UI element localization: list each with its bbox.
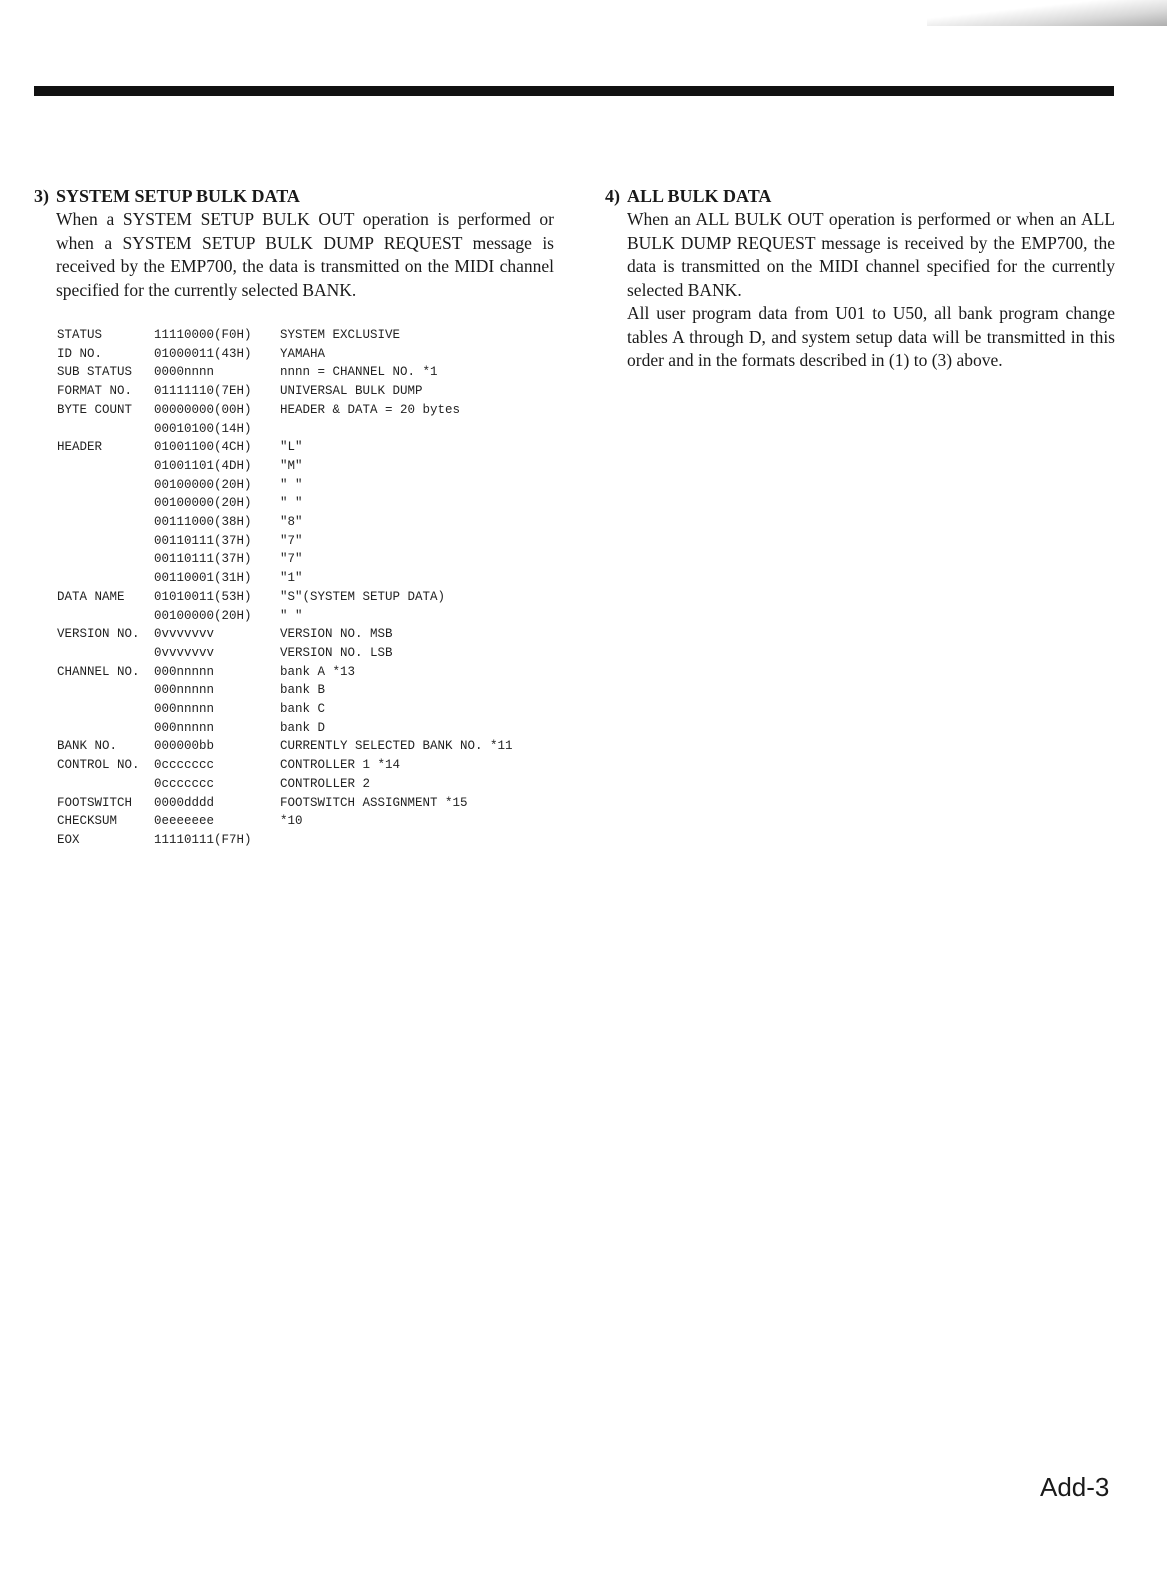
row-description: " "	[280, 608, 303, 623]
table-row	[57, 644, 580, 663]
row-field-name: CONTROL NO.	[57, 758, 140, 773]
table-row	[57, 401, 580, 420]
row-description: nnnn = CHANNEL NO. *1	[280, 365, 438, 380]
row-field-name: CHECKSUM	[57, 814, 118, 829]
row-description: VERSION NO. MSB	[280, 627, 393, 642]
section-all-bulk-data	[605, 184, 1115, 373]
row-value: 01111110(7EH)	[154, 384, 252, 399]
row-value: 000nnnnn	[154, 702, 215, 717]
row-field-name	[57, 607, 154, 626]
row-field-name	[57, 513, 154, 532]
row-description: " "	[280, 477, 303, 492]
table-row	[57, 794, 580, 813]
row-field-name: STATUS	[57, 328, 103, 342]
row-value: 0ccccccc	[154, 776, 215, 791]
row-description: FOOTSWITCH ASSIGNMENT *15	[280, 795, 468, 810]
table-row	[57, 607, 580, 626]
top-rule	[34, 86, 1114, 96]
table-row	[57, 681, 580, 700]
row-value: 000nnnnn	[154, 664, 215, 679]
row-value: 11110000(F0H)	[154, 328, 252, 342]
table-row	[57, 831, 580, 850]
row-description: SYSTEM EXCLUSIVE	[280, 328, 401, 342]
row-description: "M"	[280, 458, 303, 473]
row-value: 000000bb	[154, 739, 215, 754]
row-description: CONTROLLER 1 *14	[280, 758, 401, 773]
table-row	[57, 363, 580, 382]
row-description: "1"	[280, 571, 303, 586]
table-row	[57, 737, 580, 756]
row-field-name	[57, 532, 154, 551]
row-field-name: HEADER	[57, 440, 103, 455]
table-row	[57, 532, 580, 551]
row-value: 00110111(37H)	[154, 533, 252, 548]
row-description	[280, 831, 580, 850]
row-description: bank B	[280, 683, 326, 698]
row-value: 0000nnnn	[154, 365, 215, 380]
row-field-name: FOOTSWITCH	[57, 795, 133, 810]
row-value: 000nnnnn	[154, 720, 215, 735]
table-row	[57, 438, 580, 457]
table-row	[57, 756, 580, 775]
section-title: ALL BULK DATA	[627, 186, 772, 206]
row-field-name	[57, 420, 154, 439]
table-row	[57, 382, 580, 401]
row-description: VERSION NO. LSB	[280, 645, 393, 660]
row-description: "L"	[280, 440, 303, 455]
row-field-name: BANK NO.	[57, 739, 118, 754]
row-value: 00100000(20H)	[154, 477, 252, 492]
row-field-name	[57, 719, 154, 738]
row-description: "7"	[280, 533, 303, 548]
table-row	[57, 812, 580, 831]
row-field-name	[57, 476, 154, 495]
row-value: 01001101(4DH)	[154, 458, 252, 473]
section-number: 4)	[605, 186, 620, 206]
table-row	[57, 326, 580, 345]
row-description: *10	[280, 814, 303, 829]
row-field-name: EOX	[57, 832, 80, 847]
table-body	[57, 326, 580, 850]
row-value: 01010011(53H)	[154, 589, 252, 604]
row-description: bank D	[280, 720, 326, 735]
row-value: 11110111(F7H)	[154, 832, 252, 847]
row-value: 01000011(43H)	[154, 346, 252, 361]
row-field-name	[57, 681, 154, 700]
row-field-name	[57, 569, 154, 588]
row-description: CONTROLLER 2	[280, 776, 371, 791]
row-value: 00000000(00H)	[154, 402, 252, 417]
row-description: bank A *13	[280, 664, 356, 679]
row-description: "7"	[280, 552, 303, 567]
row-field-name	[57, 775, 154, 794]
table-row	[57, 420, 580, 439]
row-field-name: ID NO.	[57, 346, 103, 361]
row-value: 0vvvvvvv	[154, 627, 215, 642]
section-paragraph: When a SYSTEM SETUP BULK OUT operation is performed or when a SYSTEM SETUP BULK DUMP REQUEST message is received by the EMP700, the data is transmitted on the MIDI channel specified for the currently selected BANK.	[56, 209, 554, 300]
row-value: 00110111(37H)	[154, 552, 252, 567]
section-system-setup-bulk-data	[34, 184, 554, 302]
row-field-name: BYTE COUNT	[57, 402, 133, 417]
row-value: 0000dddd	[154, 795, 215, 810]
section-heading	[34, 184, 554, 208]
table-row	[57, 550, 580, 569]
section-body	[627, 208, 1115, 373]
row-field-name	[57, 550, 154, 569]
section-body	[56, 208, 554, 302]
table-row	[57, 775, 580, 794]
table-row	[57, 457, 580, 476]
row-description: "8"	[280, 515, 303, 530]
row-description: CURRENTLY SELECTED BANK NO. *11	[280, 739, 513, 754]
row-field-name	[57, 457, 154, 476]
row-value: 00100000(20H)	[154, 496, 252, 511]
row-field-name: SUB STATUS	[57, 365, 133, 380]
table-row	[57, 476, 580, 495]
section-paragraph: When an ALL BULK OUT operation is performed or when an ALL BULK DUMP REQUEST message is received by the EMP700, the data is transmitted on the MIDI channel specified for the currently selected BANK.	[627, 209, 1115, 300]
table-row	[57, 513, 580, 532]
row-value: 0ccccccc	[154, 758, 215, 773]
section-heading	[605, 184, 1115, 208]
row-field-name	[57, 644, 154, 663]
table-row	[57, 663, 580, 682]
row-field-name: DATA NAME	[57, 589, 125, 604]
row-value: 01001100(4CH)	[154, 440, 252, 455]
bulk-data-format-table	[57, 326, 580, 850]
row-description: UNIVERSAL BULK DUMP	[280, 384, 423, 399]
row-field-name: VERSION NO.	[57, 627, 140, 642]
table-row	[57, 345, 580, 364]
table-row	[57, 719, 580, 738]
row-value: 00100000(20H)	[154, 608, 252, 623]
row-value: 0vvvvvvv	[154, 645, 215, 660]
row-description: HEADER & DATA = 20 bytes	[280, 402, 461, 417]
row-description: bank C	[280, 702, 326, 717]
row-field-name: FORMAT NO.	[57, 384, 133, 399]
row-description	[280, 420, 580, 439]
table-row	[57, 625, 580, 644]
row-field-name	[57, 494, 154, 513]
page-number: Add-3	[1040, 1472, 1110, 1502]
row-value: 00111000(38H)	[154, 515, 252, 530]
scan-smudge	[927, 0, 1167, 26]
table-row	[57, 494, 580, 513]
row-value: 00010100(14H)	[154, 421, 252, 436]
table-row	[57, 569, 580, 588]
row-field-name	[57, 700, 154, 719]
row-value: 00110001(31H)	[154, 571, 252, 586]
row-value: 0eeeeeee	[154, 814, 215, 829]
row-field-name: CHANNEL NO.	[57, 664, 140, 679]
row-description: "S"(SYSTEM SETUP DATA)	[280, 589, 446, 604]
row-value: 000nnnnn	[154, 683, 215, 698]
table-row	[57, 700, 580, 719]
row-description: " "	[280, 496, 303, 511]
section-number: 3)	[34, 186, 49, 206]
section-title: SYSTEM SETUP BULK DATA	[56, 186, 300, 206]
table-row	[57, 588, 580, 607]
section-paragraph: All user program data from U01 to U50, all bank program change tables A through D, and system setup data will be transmitted in this order and in the formats described in (1) to (3) above.	[627, 303, 1115, 370]
row-description: YAMAHA	[280, 346, 326, 361]
